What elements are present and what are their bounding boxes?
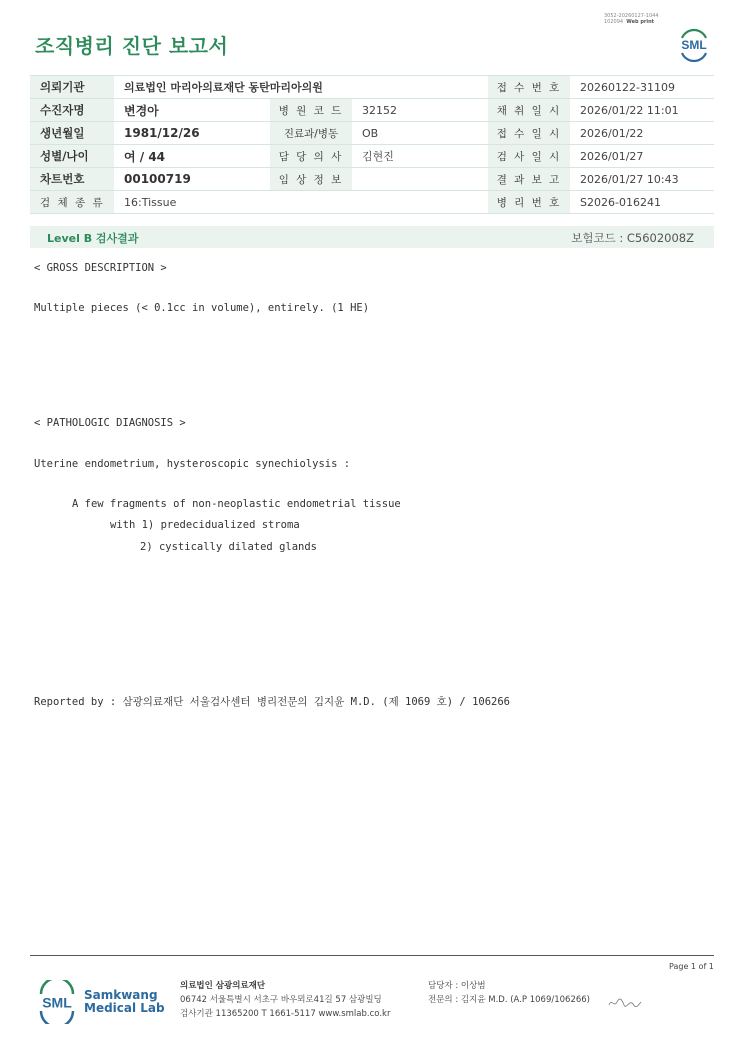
org-contact: 검사기관 11365200 T 1661-5117 www.smlab.co.kr — [180, 1009, 391, 1019]
value-pathology-number: S2026-016241 — [570, 191, 714, 214]
value-birth-date: 1981/12/26 — [114, 122, 270, 145]
info-row — [30, 99, 714, 122]
label-collection-time: 채 취 일 시 — [488, 99, 570, 122]
gross-text: Multiple pieces (< 0.1cc in volume), entirely. (1 HE) — [34, 302, 370, 314]
value-specimen-type: 16:Tissue — [114, 191, 488, 214]
value-department: OB — [352, 122, 488, 145]
lab-name-line: Samkwang — [84, 988, 158, 1002]
diagnosis-line: A few fragments of non-neoplastic endometrial tissue — [72, 498, 401, 510]
value-result-report: 2026/01/27 10:43 — [570, 168, 714, 191]
page-title: 조직병리 진단 보고서 — [35, 34, 229, 58]
label-receipt-number: 접 수 번 호 — [488, 76, 570, 99]
result-header-bar — [30, 226, 714, 248]
value-requesting-org: 의료법인 마리아의료재단 동탄마리아의원 — [114, 76, 488, 99]
info-row — [30, 191, 714, 214]
diagnosis-line: Uterine endometrium, hysteroscopic synechiolysis : — [34, 458, 351, 470]
label-doctor: 담 당 의 사 — [270, 145, 352, 168]
sml-logo-text: SML — [681, 38, 707, 52]
info-row — [30, 145, 714, 168]
value-collection-time: 2026/01/22 11:01 — [570, 99, 714, 122]
print-label: Web print — [626, 19, 655, 25]
info-row — [30, 168, 714, 191]
diagnosis-line: 2) cystically dilated glands — [140, 541, 318, 553]
value-chart-number: 00100719 — [114, 168, 270, 191]
print-id: 3052-20260127-1044 — [604, 13, 659, 19]
org-address: 06742 서울특별시 서초구 바우뫼로41길 57 삼광빌딩 — [180, 995, 382, 1005]
value-sex-age: 여 / 44 — [114, 145, 270, 168]
footer-divider — [30, 955, 714, 956]
specialist: 전문의 : 김지윤 M.D. (A.P 1069/106266) — [428, 995, 590, 1005]
label-department: 진료과/병동 — [270, 122, 352, 145]
result-title: Level B 검사결과 — [47, 232, 139, 245]
label-hospital-code: 병 원 코 드 — [270, 99, 352, 122]
label-result-report: 결 과 보 고 — [488, 168, 570, 191]
value-clinical-info — [352, 168, 488, 191]
label-chart-number: 차트번호 — [30, 168, 114, 191]
footer-staff-block — [428, 979, 590, 1007]
org-name: 의료법인 삼광의료재단 — [180, 981, 266, 991]
sml-footer-logo-text: SML — [42, 994, 72, 1011]
diagnosis-heading: < PATHOLOGIC DIAGNOSIS > — [34, 417, 186, 429]
lab-name — [84, 989, 165, 1015]
reported-by: Reported by : 삼광의료재단 서울검사센터 병리전문의 김지윤 M.D. (제 1069 호) / 106266 — [34, 696, 511, 708]
footer-org-block — [180, 979, 390, 1021]
label-pathology-number: 병 리 번 호 — [488, 191, 570, 214]
sml-logo — [676, 26, 712, 62]
print-meta — [604, 13, 659, 25]
label-requesting-org: 의뢰기관 — [30, 76, 114, 99]
value-hospital-code: 32152 — [352, 99, 488, 122]
label-receipt-date: 접 수 일 시 — [488, 122, 570, 145]
label-clinical-info: 임 상 정 보 — [270, 168, 352, 191]
value-receipt-number: 20260122-31109 — [570, 76, 714, 99]
diagnosis-line: with 1) predecidualized stroma — [110, 519, 300, 531]
label-test-date: 검 사 일 시 — [488, 145, 570, 168]
value-test-date: 2026/01/27 — [570, 145, 714, 168]
signature — [608, 996, 642, 1010]
insurance-code: 보험코드 : C5602008Z — [571, 231, 694, 245]
label-sex-age: 성별/나이 — [30, 145, 114, 168]
page-number: Page 1 of 1 — [669, 962, 714, 971]
label-birth-date: 생년월일 — [30, 122, 114, 145]
print-code: 102094 — [604, 19, 624, 25]
patient-info-table — [30, 75, 714, 214]
info-row — [30, 122, 714, 145]
label-specimen-type: 검 체 종 류 — [30, 191, 114, 214]
label-patient-name: 수진자명 — [30, 99, 114, 122]
value-receipt-date: 2026/01/22 — [570, 122, 714, 145]
manager: 담당자 : 이상범 — [428, 981, 486, 991]
sml-footer-logo — [36, 980, 78, 1024]
print-mode — [604, 19, 659, 25]
info-row — [30, 76, 714, 99]
value-patient-name: 변경아 — [114, 99, 270, 122]
lab-name-line: Medical Lab — [84, 1001, 165, 1015]
gross-heading: < GROSS DESCRIPTION > — [34, 262, 167, 274]
value-doctor: 김현진 — [352, 145, 488, 168]
